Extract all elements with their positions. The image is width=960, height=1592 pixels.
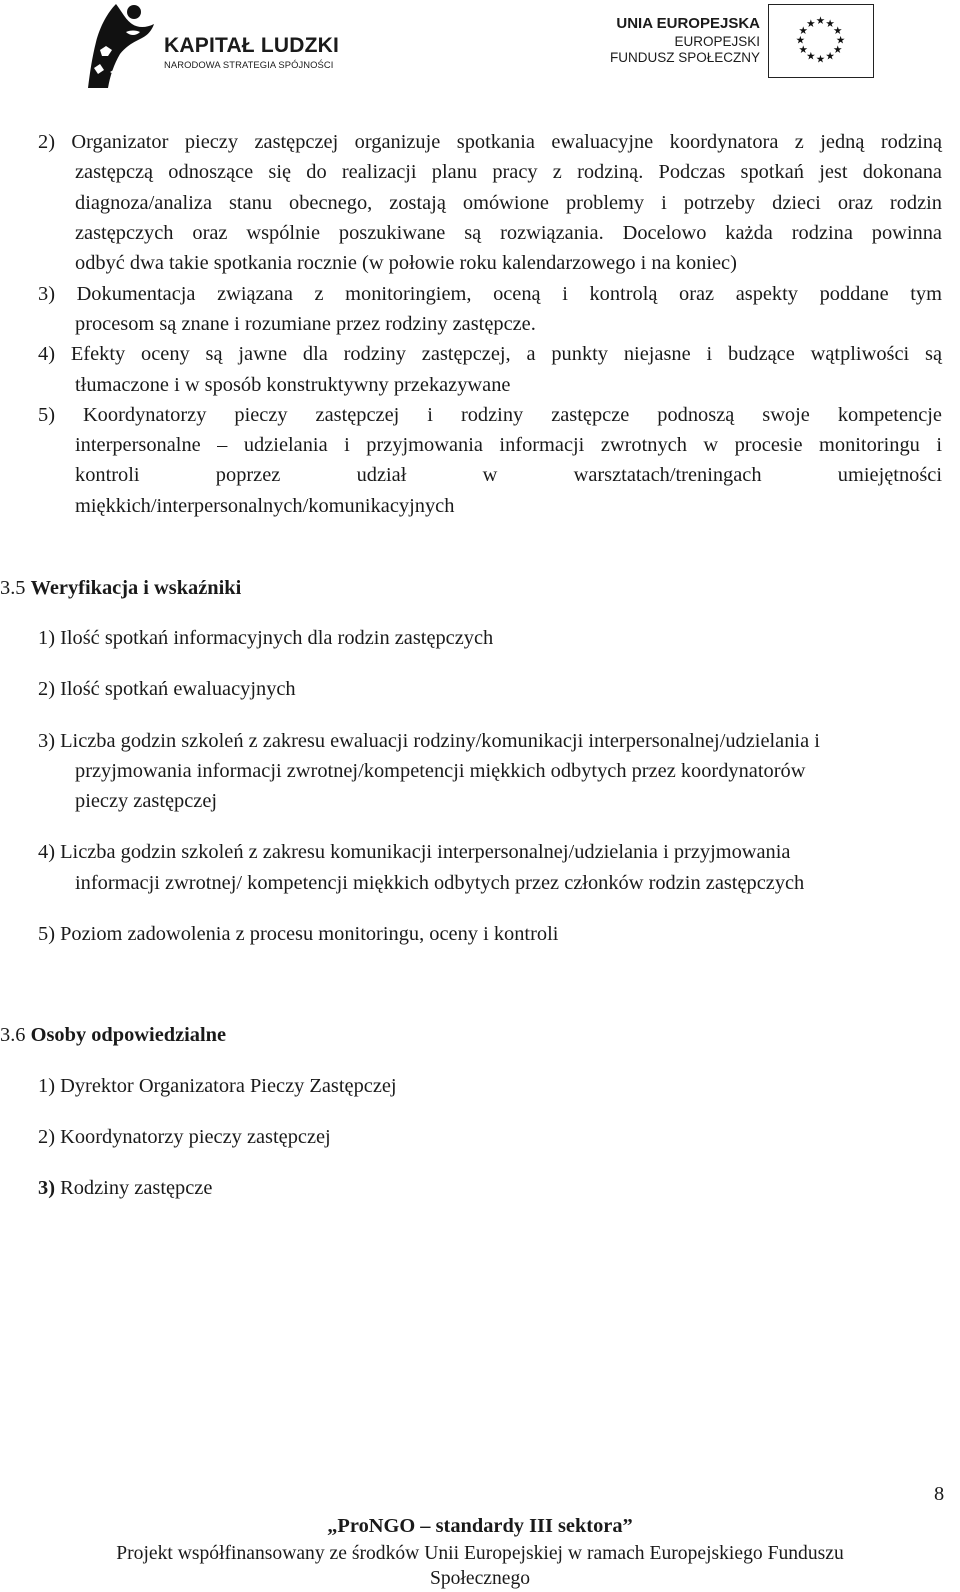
responsible-item-text: Koordynatorzy pieczy zastępczej — [60, 1126, 331, 1148]
responsible-item — [38, 1176, 212, 1200]
section-number: 3.6 — [0, 1024, 26, 1046]
svg-text:★: ★ — [795, 34, 806, 47]
page-number: 8 — [934, 1483, 945, 1505]
list-item-line: 4) Efekty oceny są jawne dla rodziny zastępczej, a punkty niejasne i budzące wątpliwości są — [38, 343, 942, 365]
responsible-item-number: 1) — [38, 1075, 55, 1097]
list-item-line: interpersonalne – udzielania i przyjmowania informacji zwrotnych w procesie monitoringu i — [75, 434, 942, 456]
eu-logo — [600, 4, 890, 82]
list-item-line: tłumaczone i w sposób konstruktywny przekazywane — [75, 374, 511, 396]
indicator-item: 2) Ilość spotkań ewaluacyjnych — [38, 678, 296, 700]
list-item-line: 2) Organizator pieczy zastępczej organizuje spotkania ewaluacyjne koordynatora z jedną rodziną — [38, 131, 942, 153]
kapital-ludzki-title: KAPITAŁ LUDZKI — [164, 34, 340, 57]
list-item-line: zastępczych oraz wspólnie poszukiwane są rozwiązania. Docelowo każda rodzina powinna — [75, 222, 942, 244]
kapital-ludzki-logo — [86, 2, 386, 90]
footer-cofinancing-line: Społecznego — [429, 1568, 531, 1589]
eu-line-social-fund: FUNDUSZ SPOŁECZNY — [609, 50, 760, 65]
svg-text:★: ★ — [833, 43, 843, 56]
footer-project-title: „ProNGO – standardy III sektora” — [327, 1515, 633, 1537]
list-item-line: diagnoza/analiza stanu obecnego, zostają omówione problemy i potrzeby dzieci oraz rodzin — [75, 192, 942, 214]
responsible-item — [38, 1074, 397, 1098]
indicator-item-cont: przyjmowania informacji zwrotnej/kompetencji miękkich odbytych przez koordynatorów — [75, 760, 806, 782]
eu-line-european: EUROPEJSKI — [674, 34, 760, 49]
responsible-item-text: Rodziny zastępcze — [60, 1177, 213, 1199]
svg-text:★: ★ — [798, 43, 808, 56]
responsible-item-number: 3) — [38, 1177, 55, 1199]
list-item-line: 5) Koordynatorzy pieczy zastępczej i rodziny zastępcze podnoszą swoje kompetencje — [38, 404, 942, 426]
svg-text:★: ★ — [798, 24, 808, 37]
indicator-item-cont: pieczy zastępczej — [75, 790, 218, 812]
svg-text:★: ★ — [825, 18, 835, 31]
list-item-line: zastępczą odnoszące się do realizacji planu pracy z rodziną. Podczas spotkań jest dokonana — [75, 161, 942, 183]
footer-cofinancing-line: Projekt współfinansowany ze środków Unii Europejskiej w ramach Europejskiego Funduszu — [116, 1543, 844, 1564]
svg-text:★: ★ — [815, 53, 826, 66]
list-item-line: odbyć dwa takie spotkania rocznie (w połowie roku kalendarzowego i na koniec) — [75, 252, 737, 274]
list-item-line: procesom są znane i rozumiane przez rodziny zastępcze. — [75, 313, 536, 335]
kapital-ludzki-emblem-icon — [86, 2, 156, 90]
svg-text:★: ★ — [815, 15, 826, 28]
responsible-item-text: Dyrektor Organizatora Pieczy Zastępczej — [60, 1075, 397, 1097]
svg-text:★: ★ — [825, 50, 835, 63]
section-heading-3-6 — [0, 1023, 226, 1047]
indicator-item: 3) Liczba godzin szkoleń z zakresu ewaluacji rodziny/komunikacji interpersonalnej/udzielania i — [38, 730, 820, 752]
section-number: 3.5 — [0, 577, 26, 599]
indicator-item-cont: informacji zwrotnej/ kompetencji miękkich odbytych przez członków rodzin zastępczych — [75, 872, 805, 894]
svg-text:★: ★ — [806, 18, 816, 31]
svg-text:★: ★ — [833, 24, 843, 37]
indicator-item: 4) Liczba godzin szkoleń z zakresu komunikacji interpersonalnej/udzielania i przyjmowania — [38, 841, 791, 863]
list-item-line: kontroli poprzez udział w warsztatach/treningach umiejętności — [75, 464, 942, 486]
eu-logo-text — [610, 14, 760, 66]
section-heading-3-5 — [0, 576, 241, 600]
responsible-item — [38, 1125, 331, 1149]
eu-line-union: UNIA EUROPEJSKA — [616, 15, 760, 32]
list-item-line: miękkich/interpersonalnych/komunikacyjnych — [75, 495, 455, 517]
section-title: Osoby odpowiedzialne — [30, 1024, 227, 1046]
indicator-item: 5) Poziom zadowolenia z procesu monitoringu, oceny i kontroli — [38, 923, 559, 945]
svg-text:★: ★ — [835, 34, 846, 47]
responsible-item-number: 2) — [38, 1126, 55, 1148]
list-item-line: 3) Dokumentacja związana z monitoringiem, oceną i kontrolą oraz aspekty poddane tym — [38, 283, 942, 305]
section-title: Weryfikacja i wskaźniki — [30, 577, 242, 599]
kapital-ludzki-subtitle: NARODOWA STRATEGIA SPÓJNOŚCI — [164, 59, 334, 70]
eu-flag — [768, 4, 874, 78]
svg-text:★: ★ — [806, 50, 816, 63]
indicator-item: 1) Ilość spotkań informacyjnych dla rodzin zastępczych — [38, 627, 494, 649]
eu-stars-icon — [769, 5, 872, 76]
